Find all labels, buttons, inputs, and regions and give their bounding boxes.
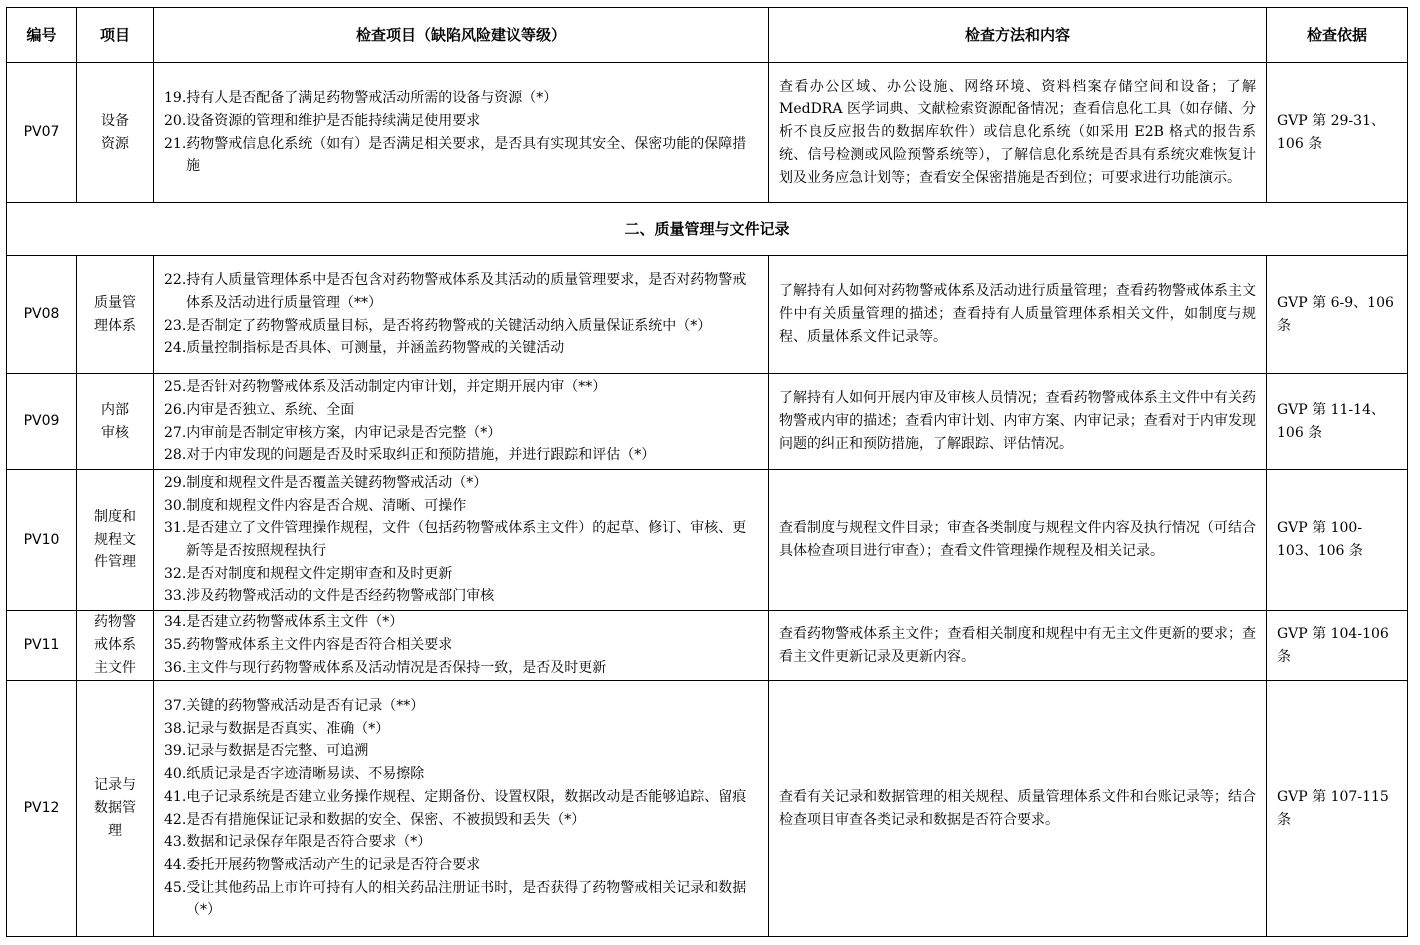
header-row [7,8,1408,63]
section-title: 二、质量管理与文件记录 [7,203,1408,256]
table-row [7,611,1408,681]
check-item: 43.数据和记录保存年限是否符合要求（*） [164,834,432,851]
row-basis: GVP 第 29-31、106 条 [1267,63,1408,203]
row-basis: GVP 第 11-14、106 条 [1267,374,1408,470]
project-line: 设备 [101,112,129,129]
project-line: 理 [108,822,122,839]
check-item: 36.主文件与现行药物警戒体系及活动情况是否保持一致，是否及时更新 [164,659,607,676]
project-line: 规程文 [94,531,136,548]
row-project [77,256,154,374]
row-items [154,256,769,374]
row-method: 查看有关记录和数据管理的相关规程、质量管理体系文件和台账记录等；结合检查项目审查各类记录和数据是否符合要求。 [769,681,1267,937]
row-id: PV11 [7,611,77,681]
check-item: 34.是否建立药物警戒体系主文件（*） [164,614,404,631]
row-project [77,374,154,470]
check-item: 37.关键的药物警戒活动是否有记录（**） [164,697,425,714]
row-basis: GVP 第 100-103、106 条 [1267,470,1408,611]
check-item: 29.制度和规程文件是否覆盖关键药物警戒活动（*） [164,474,488,491]
check-item: 22.持有人质量管理体系中是否包含对药物警戒体系及其活动的质量管理要求，是否对药物警戒体系及活动进行质量管理（**） [164,272,747,311]
check-item: 19.持有人是否配备了满足药物警戒活动所需的设备与资源（*） [164,90,558,107]
row-basis: GVP 第 107-115 条 [1267,681,1408,937]
project-line: 药物警 [94,614,136,631]
row-items [154,374,769,470]
section-row [7,203,1408,256]
check-item: 32.是否对制度和规程文件定期审查和及时更新 [164,565,453,582]
row-items [154,470,769,611]
project-line: 主文件 [94,659,136,676]
check-item: 38.记录与数据是否真实、准确（*） [164,720,390,737]
row-method: 了解持有人如何对药物警戒体系及活动进行质量管理；查看药物警戒体系主文件中有关质量管理的描述；查看持有人质量管理体系相关文件，如制度与规程、质量体系文件记录等。 [769,256,1267,374]
header-basis: 检查依据 [1267,8,1408,63]
check-item: 30.制度和规程文件内容是否合规、清晰、可操作 [164,497,467,514]
check-item: 23.是否制定了药物警戒质量目标，是否将药物警戒的关键活动纳入质量保证系统中（*） [164,317,712,334]
row-method: 了解持有人如何开展内审及审核人员情况；查看药物警戒体系主文件中有关药物警戒内审的描述；查看内审计划、内审方案、内审记录；查看对于内审发现问题的纠正和预防措施，了解跟踪、评估情况。 [769,374,1267,470]
check-item: 21.药物警戒信息化系统（如有）是否满足相关要求，是否具有实现其安全、保密功能的保障措施 [164,135,747,175]
check-item: 40.纸质记录是否字迹清晰易读、不易擦除 [164,766,425,783]
check-item: 27.内审前是否制定审核方案，内审记录是否完整（*） [164,424,502,441]
header-method: 检查方法和内容 [769,8,1267,63]
check-item: 25.是否针对药物警戒体系及活动制定内审计划，并定期开展内审（**） [164,379,607,396]
row-items [154,681,769,937]
row-items [154,63,769,203]
project-line: 理体系 [94,317,136,334]
table-row [7,374,1408,470]
project-line: 数据管 [94,800,136,817]
row-basis: GVP 第 104-106 条 [1267,611,1408,681]
project-line: 戒体系 [94,637,136,654]
project-line: 件管理 [94,554,136,571]
row-items [154,611,769,681]
check-item: 42.是否有措施保证记录和数据的安全、保密、不被损毁和丢失（*） [164,811,586,828]
project-line: 记录与 [94,777,136,794]
header-project: 项目 [77,8,154,63]
header-items: 检查项目（缺陷风险建议等级） [154,8,769,63]
check-item: 31.是否建立了文件管理操作规程，文件（包括药物警戒体系主文件）的起草、修订、审核、更新等是否按照规程执行 [164,520,747,559]
table-row [7,63,1408,203]
table-row [7,681,1408,937]
check-item: 24.质量控制指标是否具体、可测量，并涵盖药物警戒的关键活动 [164,340,565,357]
row-id: PV10 [7,470,77,611]
row-method: 查看制度与规程文件目录；审查各类制度与规程文件内容及执行情况（可结合具体检查项目进行审查）；查看文件管理操作规程及相关记录。 [769,470,1267,611]
header-id: 编号 [7,8,77,63]
table-row [7,470,1408,611]
table-body [7,63,1408,937]
row-project [77,681,154,937]
row-id: PV12 [7,681,77,937]
check-item: 33.涉及药物警戒活动的文件是否经药物警戒部门审核 [164,588,495,605]
row-basis: GVP 第 6-9、106 条 [1267,256,1408,374]
row-id: PV07 [7,63,77,203]
check-item: 20.设备资源的管理和维护是否能持续满足使用要求 [164,112,481,129]
row-id: PV09 [7,374,77,470]
project-line: 资源 [101,135,129,152]
project-line: 内部 [101,401,129,418]
check-item: 26.内审是否独立、系统、全面 [164,401,355,418]
row-project [77,611,154,681]
check-item: 44.委托开展药物警戒活动产生的记录是否符合要求 [164,856,481,873]
project-line: 审核 [101,424,129,441]
check-item: 41.电子记录系统是否建立业务操作规程、定期备份、设置权限，数据改动是否能够追踪、留痕 [164,788,747,805]
row-id: PV08 [7,256,77,374]
row-project [77,63,154,203]
table-row [7,256,1408,374]
inspection-table [6,7,1408,937]
row-method: 查看药物警戒体系主文件；查看相关制度和规程中有无主文件更新的要求；查看主文件更新记录及更新内容。 [769,611,1267,681]
check-item: 35.药物警戒体系主文件内容是否符合相关要求 [164,637,453,654]
project-line: 制度和 [94,508,136,525]
row-method: 查看办公区域、办公设施、网络环境、资料档案存储空间和设备；了解 MedDRA 医学词典、文献检索资源配备情况；查看信息化工具（如存储、分析不良反应报告的数据库软件）或信息化系统（如采用 E2B 格式的报告系统、信号检测或风险预警系统等），了解信息化系统是否具有系统灾难恢复计划及业务应急计划等；查看安全保密措施是否到位；可要求进行功能演示。 [769,63,1267,203]
check-item: 28.对于内审发现的问题是否及时采取纠正和预防措施，并进行跟踪和评估（*） [164,447,656,464]
check-item: 45.受让其他药品上市许可持有人的相关药品注册证书时，是否获得了药物警戒相关记录和数据（*） [164,879,747,919]
check-item: 39.记录与数据是否完整、可追溯 [164,743,369,760]
row-project [77,470,154,611]
project-line: 质量管 [94,294,136,311]
